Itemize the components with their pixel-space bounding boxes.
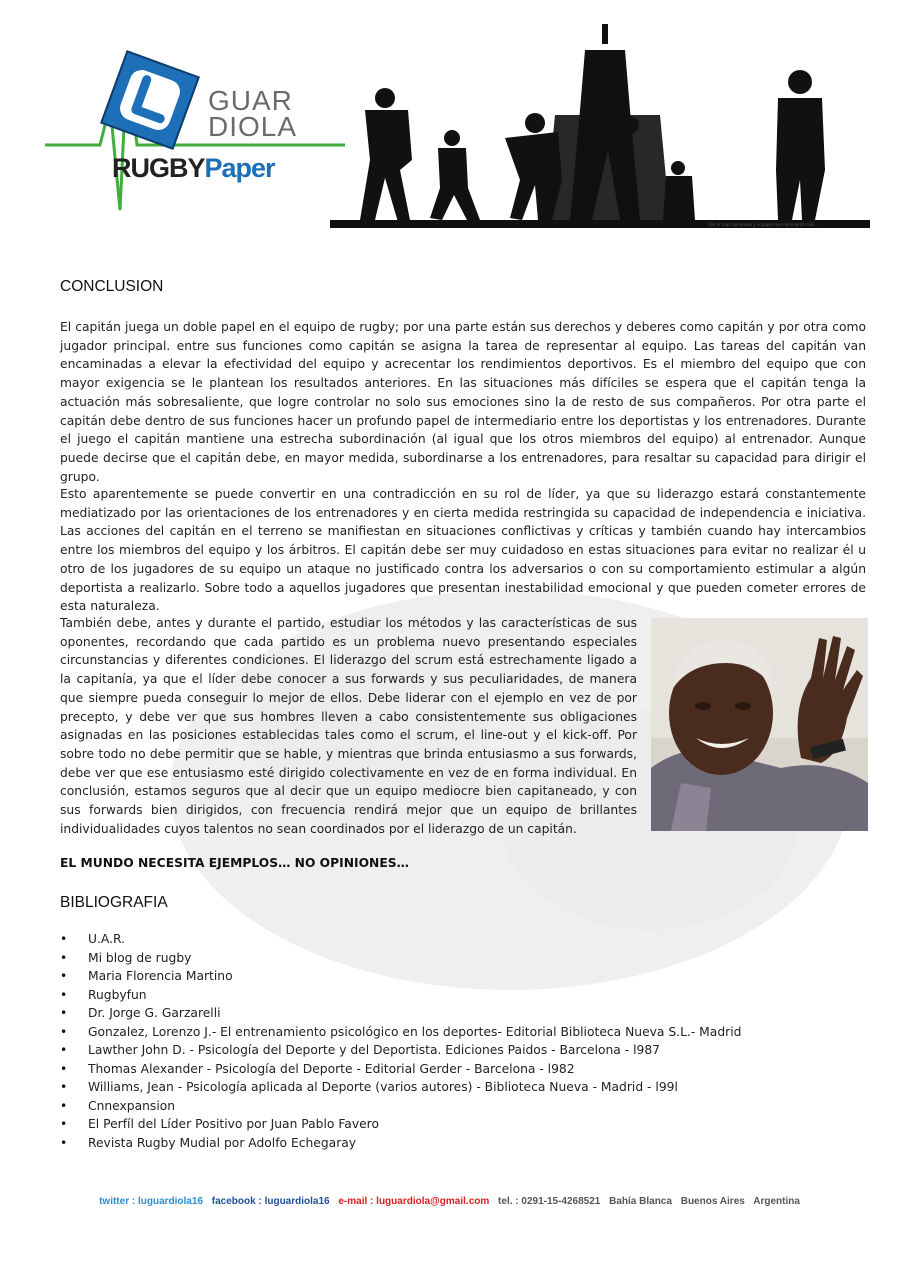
- bibliography-item: • El Perfíl del Líder Positivo por Juan Pablo Favero: [60, 1115, 741, 1134]
- bibliography-item: • U.A.R.: [60, 930, 741, 949]
- bibliography-heading: BIBLIOGRAFIA: [60, 894, 168, 911]
- portrait-photo: [651, 618, 868, 831]
- logo-line1: GUAR: [208, 85, 293, 116]
- header-banner: [0, 0, 905, 240]
- logo-text: [208, 85, 298, 142]
- logo-brand-paper: Paper: [204, 153, 275, 183]
- paragraph-2: Esto aparentemente se puede convertir en una contradicción en su rol de líder, ya que su liderazgo estará constantemente mediatizado por las orientaciones de los entrenadores y en cierta medida restringida su capacidad de independencia e iniciativa. Las acciones del capitán en el terreno se manifiestan en situaciones conflictivas y críticas y también cuando hay intercambios entre los miembros del equipo y los árbitros. El capitán debe ser muy cuidadoso en estas situaciones para evitar no realizar él u otro de los jugadores de su equipo un ataque no justificado contra los adversarios o con su comportamiento estimular a algún deportista a realizarlo. Sobre todo a aquellos jugadores que presentan inestabilidad emocional y que pueden cometer errores de esta naturaleza.: [60, 487, 866, 614]
- footer-twitter[interactable]: twitter : luguardiola16: [99, 1196, 203, 1207]
- footer-contact: [0, 1196, 905, 1207]
- bibliography-item: • Lawther John D. - Psicología del Deporte y del Deportista. Ediciones Paidos - Barcelona - l987: [60, 1041, 741, 1060]
- logo-line2: DIOLA: [208, 111, 298, 142]
- bibliography-item: • Rugbyfun: [60, 986, 741, 1005]
- bibliography-item: • Mi blog de rugby: [60, 949, 741, 968]
- bibliography-item: • Maria Florencia Martino: [60, 967, 741, 986]
- footer-facebook[interactable]: facebook : luguardiola16: [211, 1196, 330, 1207]
- logo-brand: [112, 153, 275, 184]
- bibliography-list: [60, 930, 741, 1152]
- bibliography-item: • Cnnexpansion: [60, 1097, 741, 1116]
- paragraph-3: También debe, antes y durante el partido, estudiar los métodos y las características de sus oponentes, recordando que cada partido es un problema nuevo presentando especiales circunstancias y diferentes condiciones. El liderazgo del scrum está estrechamente ligado a la capitanía, ya que el líder debe conocer a sus forwards y sus peculiaridades, de manera que siempre pueda conseguir lo mejor de ellos. Debe liderar con el ejemplo en vez de por precepto, y debe ver que sus hombres lleven a cabo consistentemente sus obligaciones asignadas en las posiciones establecidas tales como el scrum, el line-out y el kick-off. Por sobre todo no debe permitir que se hable, y mientras que brinda entusiasmo a sus forwards, debe ver que ese entusiasmo esté dirigido colectivamente en vez de en forma individual. En conclusión, estamos seguros que al decir que un equipo mediocre bien capitaneado, y con sus forwards bien dirigidos, con frecuencia rendirá mejor que un equipo de brillantes individualidades cuyos talentos no sean coordinados por el liderazgo de un capitán.: [60, 616, 637, 836]
- paragraph-1: El capitán juega un doble papel en el equipo de rugby; por una parte están sus derechos y deberes como capitán y por otra como jugador principal. entre sus funciones como capitán se asigna la tarea de representar al equipo. Las tareas del capitán van encaminadas a elevar la efectividad del equipo y acrecentar los rendimientos deportivos. Es el miembro del equipo que con mayor exigencia se le plantean los resultados anteriores. En las situaciones más difíciles se espera que el capitán tenga la actuación más sobresaliente, que logre controlar no solo sus emociones sino la de resto de sus compañeros. Por otra parte el capitán debe dentro de sus funciones hacer un profundo papel de intermediario entre los deportistas y los entrenadores. Durante el juego el capitán mantiene una estrecha subordinación (al igual que los otros miembros del equipo) al entrenador. Aunque puede decirse que el capitán debe, en mayor medida, subordinarse a los entrenadores, para resaltar su capacidad para dirigir el grupo.: [60, 320, 866, 484]
- footer-country: Argentina: [753, 1196, 800, 1207]
- bibliography-item: • Williams, Jean - Psicología aplicada al Deporte (varios autores) - Biblioteca Nueva - Madrid - l99l: [60, 1078, 741, 1097]
- footer-phone: tel. : 0291-15-4268521: [498, 1196, 601, 1207]
- logo-graphic: [45, 45, 345, 220]
- header-caption: Usó el traje apropiado y el papel que representó solo...: [708, 222, 818, 227]
- conclusion-heading: CONCLUSION: [60, 278, 164, 295]
- logo-brand-rugby: RUGBY: [112, 153, 205, 183]
- rugby-players-illustration: [330, 20, 870, 235]
- bibliography-item: • Dr. Jorge G. Garzarelli: [60, 1004, 741, 1023]
- bibliography-item: • Revista Rugby Mudial por Adolfo Echegaray: [60, 1134, 741, 1153]
- footer-province: Buenos Aires: [680, 1196, 745, 1207]
- footer-city: Bahía Blanca: [609, 1196, 672, 1207]
- footer-email[interactable]: e-mail : luguardiola@gmail.com: [338, 1196, 490, 1207]
- bibliography-item: • Gonzalez, Lorenzo J.- El entrenamiento psicológico en los deportes- Editorial Biblioteca Nueva S.L.- Madrid: [60, 1023, 741, 1042]
- slogan: EL MUNDO NECESITA EJEMPLOS… NO OPINIONES…: [60, 856, 409, 870]
- bibliography-item: • Thomas Alexander - Psicología del Deporte - Editorial Gerder - Barcelona - l982: [60, 1060, 741, 1079]
